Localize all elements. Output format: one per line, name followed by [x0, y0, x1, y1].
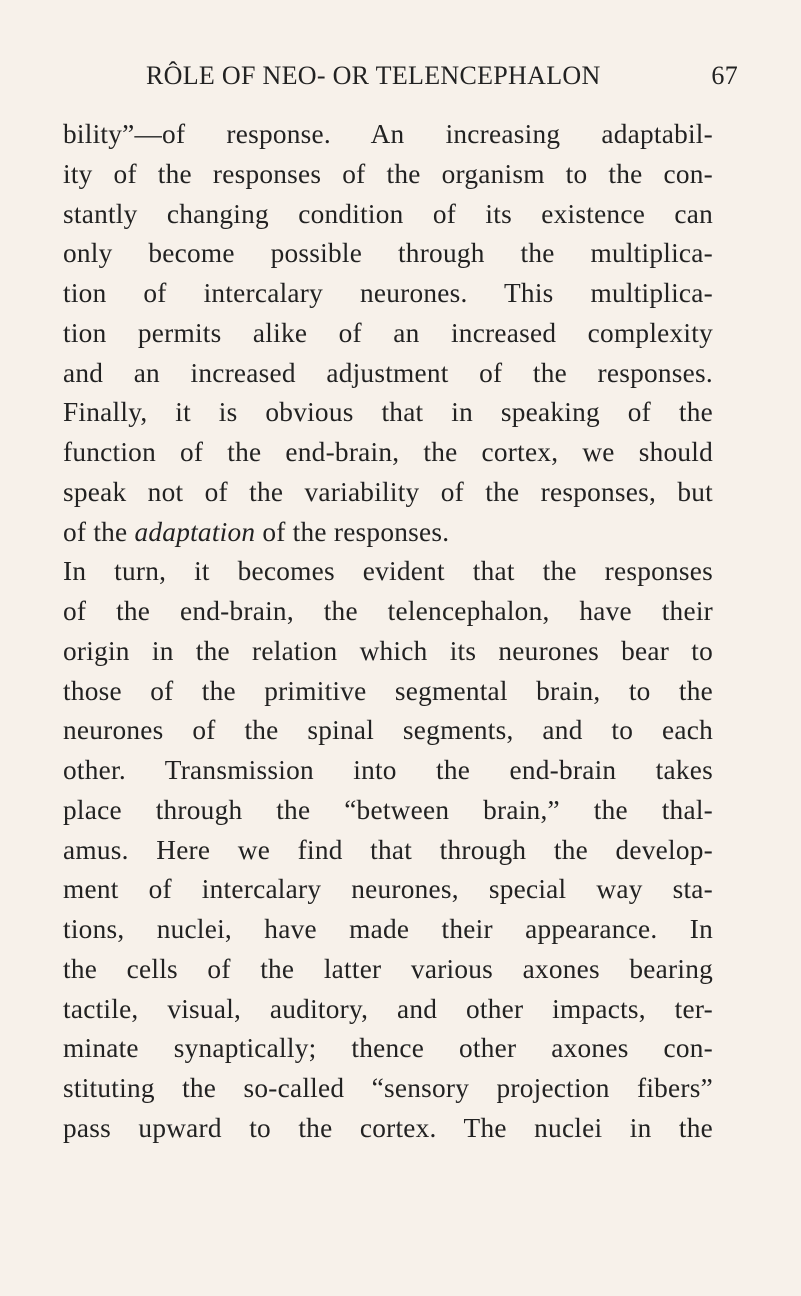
text-line-15: those of the primitive segmental brain, to the — [63, 675, 713, 706]
text-line-19: amus. Here we find that through the develop- — [63, 834, 713, 865]
text-line-10: speak not of the variability of the responses, but — [63, 476, 713, 507]
emphasized-word: adaptation — [134, 516, 256, 547]
text-line-17: other. Transmission into the end-brain takes — [63, 755, 713, 785]
text-line-3: stantly changing condition of its existence can — [63, 198, 713, 229]
text-line-24: minate synaptically; thence other axones con- — [63, 1033, 713, 1064]
text-line-18: place through the “between brain,” the thal- — [63, 794, 713, 825]
body-text — [63, 115, 713, 1149]
text-line-26: pass upward to the cortex. The nuclei in the — [63, 1112, 713, 1143]
text-line-11-before: of the — [63, 516, 135, 547]
text-line-20: ment of intercalary neurones, special way sta- — [63, 874, 713, 905]
text-line-23: tactile, visual, auditory, and other impacts, ter- — [63, 993, 713, 1024]
text-line-13: of the end-brain, the telencephalon, have their — [63, 596, 713, 626]
text-line-6: tion permits alike of an increased complexity — [63, 317, 713, 348]
text-line-8: Finally, it is obvious that in speaking of the — [63, 397, 713, 428]
text-line-21: tions, nuclei, have made their appearance. In — [63, 914, 713, 944]
running-head — [146, 60, 738, 92]
text-line-4: only become possible through the multiplica- — [63, 238, 713, 269]
text-line-22: the cells of the latter various axones bearing — [63, 953, 713, 984]
text-line-11-after: of the responses. — [255, 516, 450, 547]
text-line-12: In turn, it becomes evident that the responses — [63, 556, 713, 587]
text-line-5: tion of intercalary neurones. This multiplica- — [63, 278, 713, 308]
text-line-2: ity of the responses of the organism to the con- — [63, 158, 713, 189]
text-line-25: stituting the so-called “sensory projection fibers” — [63, 1073, 713, 1103]
text-line-7: and an increased adjustment of the responses. — [63, 357, 713, 388]
text-line-9: function of the end-brain, the cortex, we should — [63, 437, 713, 467]
text-line-11 — [63, 513, 713, 553]
text-line-14: origin in the relation which its neurones bear to — [63, 635, 713, 666]
text-line-16: neurones of the spinal segments, and to each — [63, 715, 713, 746]
text-line-1: bility”—of response. An increasing adaptabil- — [63, 119, 713, 149]
running-head-title: RÔLE OF NEO- OR TELENCEPHALON — [146, 61, 601, 90]
page-number: 67 — [711, 61, 738, 90]
